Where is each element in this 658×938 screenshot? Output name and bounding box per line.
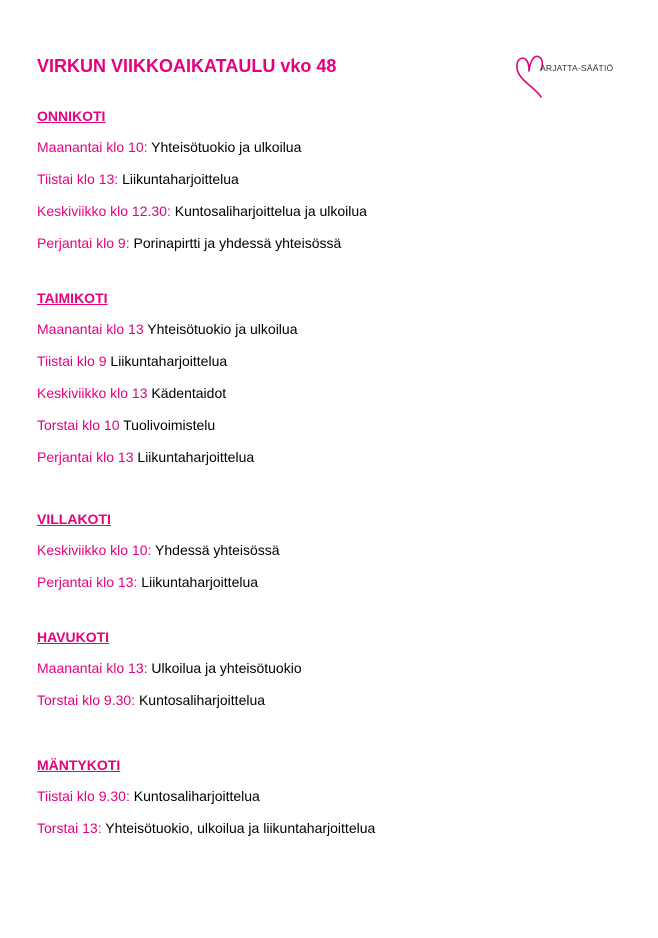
marjatta-saatio-logo	[512, 50, 622, 102]
logo-text: ARJATTA-SÄÄTIÖ	[540, 63, 614, 73]
schedule-row	[37, 448, 298, 466]
section-havukoti	[37, 628, 302, 709]
schedule-row	[37, 170, 367, 188]
schedule-row	[37, 691, 302, 709]
row-time: Tiistai klo 9.30:	[37, 788, 130, 804]
row-activity: Liikuntaharjoittelua	[137, 449, 255, 465]
heart-icon	[512, 50, 546, 102]
row-activity: Liikuntaharjoittelua	[122, 171, 239, 187]
row-time: Tiistai klo 13:	[37, 171, 119, 187]
row-activity: Kuntosaliharjoittelua ja ulkoilua	[174, 203, 367, 219]
schedule-row	[37, 541, 280, 559]
row-time: Keskiviikko klo 13	[37, 385, 148, 401]
row-time: Perjantai klo 9:	[37, 235, 130, 251]
row-time: Maanantai klo 10:	[37, 139, 148, 155]
section-mantykoti	[37, 756, 375, 837]
row-activity: Kädentaidot	[151, 385, 227, 401]
row-time: Perjantai klo 13	[37, 449, 134, 465]
row-time: Torstai klo 9.30:	[37, 692, 136, 708]
row-time: Torstai klo 10	[37, 417, 120, 433]
row-activity: Liikuntaharjoittelua	[110, 353, 228, 369]
row-activity: Tuolivoimistelu	[123, 417, 216, 433]
schedule-row	[37, 659, 302, 677]
schedule-row	[37, 352, 298, 370]
section-onnikoti	[37, 107, 367, 252]
row-activity: Yhteisötuokio, ulkoilua ja liikuntaharjoittelua	[105, 820, 376, 836]
row-activity: Kuntosaliharjoittelua	[138, 692, 266, 708]
schedule-row	[37, 138, 367, 156]
schedule-row	[37, 202, 367, 220]
schedule-row	[37, 787, 375, 805]
section-heading: VILLAKOTI	[37, 511, 111, 527]
schedule-row	[37, 573, 280, 591]
section-taimikoti	[37, 289, 298, 466]
row-activity: Yhteisötuokio ja ulkoilua	[151, 139, 302, 155]
section-villakoti	[37, 510, 280, 591]
row-time: Perjantai klo 13:	[37, 574, 138, 590]
row-activity: Kuntosaliharjoittelua	[133, 788, 260, 804]
row-time: Maanantai klo 13	[37, 321, 144, 337]
section-heading: MÄNTYKOTI	[37, 757, 121, 773]
row-activity: Yhteisötuokio ja ulkoilua	[147, 321, 298, 337]
schedule-row	[37, 819, 375, 837]
row-activity: Ulkoilua ja yhteisötuokio	[151, 660, 302, 676]
schedule-row	[37, 320, 298, 338]
section-heading: ONNIKOTI	[37, 108, 106, 124]
row-time: Keskiviikko klo 10:	[37, 542, 152, 558]
row-time: Keskiviikko klo 12.30:	[37, 203, 171, 219]
row-activity: Liikuntaharjoittelua	[141, 574, 259, 590]
row-activity: Porinapirtti ja yhdessä yhteisössä	[133, 235, 342, 251]
row-activity: Yhdessä yhteisössä	[155, 542, 280, 558]
page-title: VIRKUN VIIKKOAIKATAULU vko 48	[37, 56, 337, 76]
section-heading: HAVUKOTI	[37, 629, 110, 645]
schedule-row	[37, 234, 367, 252]
schedule-row	[37, 384, 298, 402]
row-time: Torstai 13:	[37, 820, 102, 836]
schedule-row	[37, 416, 298, 434]
row-time: Tiistai klo 9	[37, 353, 107, 369]
section-heading: TAIMIKOTI	[37, 290, 108, 306]
row-time: Maanantai klo 13:	[37, 660, 148, 676]
